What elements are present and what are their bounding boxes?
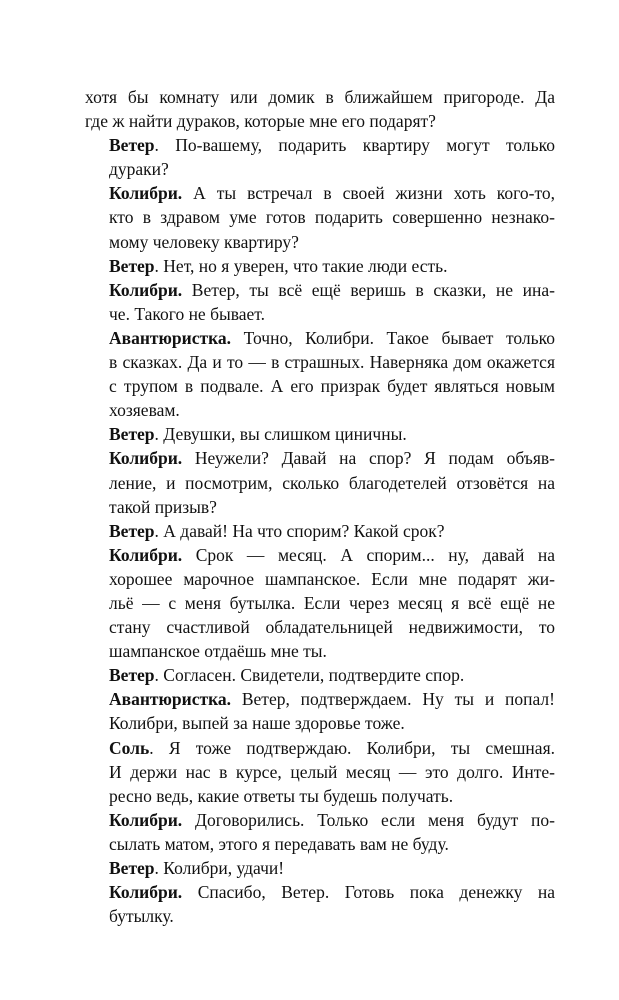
text-line: Точно, Колибри. Такое бывает только	[231, 327, 555, 348]
text-line: стану счастливой обладательницей недвижимости, то	[109, 617, 555, 638]
speaker-name: Колибри.	[109, 279, 183, 300]
dialogue-paragraph	[85, 133, 555, 181]
dialogue-paragraph	[85, 519, 555, 543]
speaker-name: Ветер	[109, 255, 155, 276]
paragraph	[85, 85, 555, 133]
text-line: хотя бы комнату или домик в ближайшем пригороде. Да	[85, 87, 555, 107]
text-line: Спасибо, Ветер. Готовь пока денежку на	[182, 882, 555, 903]
text-line: мому человеку квартиру?	[109, 231, 299, 252]
text-line: И держи нас в курсе, целый месяц — это долго. Инте-	[109, 761, 555, 782]
text-line: Договорились. Только если меня будут по-	[182, 809, 555, 830]
text-line: . Девушки, вы слишком циничны.	[154, 424, 407, 445]
text-line: Колибри, выпей за наше здоровье тоже.	[109, 713, 405, 734]
text-line: где ж найти дураков, которые мне его подарят?	[85, 111, 436, 132]
dialogue-paragraph	[85, 181, 555, 253]
text-line: Срок — месяц. А спорим... ну, давай на	[182, 544, 555, 565]
text-line: Неужели? Давай на спор? Я подам объяв-	[182, 448, 555, 469]
speaker-name: Ветер	[109, 665, 155, 686]
text-line: . Нет, но я уверен, что такие люди есть.	[154, 255, 448, 276]
dialogue-paragraph	[85, 446, 555, 518]
text-line: бутылку.	[109, 906, 174, 927]
text-line: . А давай! На что спорим? Какой срок?	[154, 520, 445, 541]
speaker-name: Колибри.	[109, 544, 183, 565]
text-line: че. Такого не бывает.	[109, 303, 266, 324]
text-line: хозяевам.	[109, 400, 180, 421]
speaker-name: Колибри.	[109, 882, 183, 903]
speaker-name: Колибри.	[109, 448, 183, 469]
speaker-name: Авантюристка.	[109, 689, 232, 710]
dialogue-paragraph	[85, 856, 555, 880]
text-line: ресно ведь, какие ответы ты будешь получать.	[109, 785, 454, 806]
speaker-name: Колибри.	[109, 183, 183, 204]
dialogue-paragraph	[85, 254, 555, 278]
text-line: сылать матом, этого я передавать вам не буду.	[109, 833, 449, 854]
speaker-name: Ветер	[109, 424, 155, 445]
speaker-name: Ветер	[109, 520, 155, 541]
text-line: . Согласен. Свидетели, подтвердите спор.	[154, 665, 465, 686]
text-line: . Колибри, удачи!	[154, 858, 285, 878]
dialogue-paragraph	[85, 687, 555, 735]
book-page	[85, 85, 555, 928]
speaker-name: Колибри.	[109, 809, 183, 830]
dialogue-paragraph	[85, 808, 555, 856]
text-line: шампанское отдаёшь мне ты.	[109, 641, 327, 662]
text-line: хорошее марочное шампанское. Если мне подарят жи-	[109, 568, 555, 589]
text-line: льё — с меня бутылка. Если через месяц я всё ещё не	[109, 592, 555, 613]
dialogue-paragraph	[85, 422, 555, 446]
text-line: такой призыв?	[109, 496, 217, 517]
text-line: . По-вашему, подарить квартиру могут только	[154, 135, 555, 156]
dialogue-paragraph	[85, 663, 555, 687]
dialogue-paragraph	[85, 736, 555, 808]
speaker-name: Ветер	[109, 135, 155, 156]
speaker-name: Соль	[109, 737, 150, 758]
speaker-name: Ветер	[109, 858, 155, 878]
text-line: кто в здравом уме готов подарить совершенно незнако-	[109, 207, 555, 228]
text-line: Ветер, ты всё ещё веришь в сказки, не ина-	[182, 279, 555, 300]
text-line: ление, и посмотрим, сколько благодетелей отзовётся на	[109, 472, 555, 493]
dialogue-paragraph	[85, 543, 555, 663]
text-line: дураки?	[109, 159, 169, 180]
text-line: с трупом в подвале. А его призрак будет являться новым	[109, 376, 555, 397]
dialogue-paragraph	[85, 326, 555, 422]
dialogue-paragraph	[85, 278, 555, 326]
speaker-name: Авантюристка.	[109, 327, 232, 348]
text-line: А ты встречал в своей жизни хоть кого-то,	[182, 183, 555, 204]
text-line: в сказках. Да и то — в страшных. Наверняка дом окажется	[109, 352, 555, 373]
dialogue-paragraph	[85, 880, 555, 928]
text-line: Ветер, подтверждаем. Ну ты и попал!	[231, 689, 555, 710]
text-line: . Я тоже подтверждаю. Колибри, ты смешная.	[149, 737, 555, 758]
